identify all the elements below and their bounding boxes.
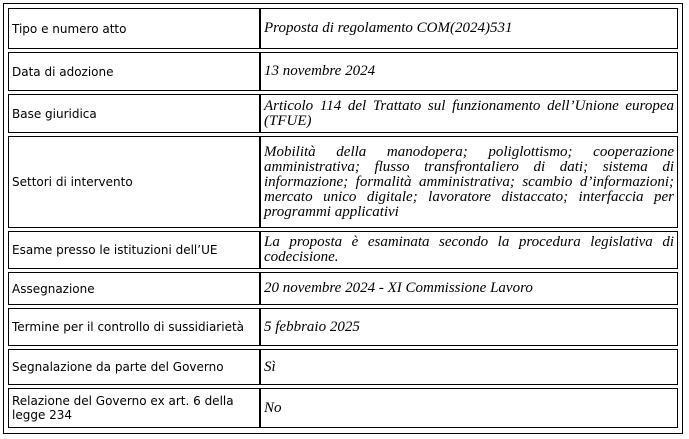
row-value: Sì: [260, 349, 678, 385]
row-value: Proposta di regolamento COM(2024)531: [260, 8, 678, 49]
row-label: Relazione del Governo ex art. 6 della legge 234: [8, 388, 260, 428]
row-value: 13 novembre 2024: [260, 52, 678, 91]
row-value: 20 novembre 2024 - XI Commissione Lavoro: [260, 272, 678, 305]
table-row: [8, 308, 678, 346]
table-row: [8, 231, 678, 269]
row-label: Settori di intervento: [8, 136, 260, 228]
row-label: Tipo e numero atto: [8, 8, 260, 49]
table-row: [8, 52, 678, 91]
row-value: No: [260, 388, 678, 428]
table-row: [8, 94, 678, 133]
row-value: 5 febbraio 2025: [260, 308, 678, 346]
table-row: [8, 388, 678, 428]
row-value: La proposta è esaminata secondo la procedura legislativa di codecisione.: [260, 231, 678, 269]
table-row: [8, 349, 678, 385]
table-row: [8, 136, 678, 228]
table-row: [8, 272, 678, 305]
row-label: Data di adozione: [8, 52, 260, 91]
table-row: [8, 8, 678, 49]
row-label: Termine per il controllo di sussidiarietà: [8, 308, 260, 346]
row-value: Articolo 114 del Trattato sul funzionamento dell’Unione europea (TFUE): [260, 94, 678, 133]
row-label: Base giuridica: [8, 94, 260, 133]
row-label: Segnalazione da parte del Governo: [8, 349, 260, 385]
row-value: Mobilità della manodopera; poliglottismo; cooperazione amministrativa; flusso transfrontaliero di dati; sistema di informazione; formalità amministrativa; scambio d’informazioni; mercato unico digitale; lavoratore distaccato; interfaccia per programmi applicativi: [260, 136, 678, 228]
row-label: Assegnazione: [8, 272, 260, 305]
row-label: Esame presso le istituzioni dell’UE: [8, 231, 260, 269]
info-table: [8, 5, 678, 431]
